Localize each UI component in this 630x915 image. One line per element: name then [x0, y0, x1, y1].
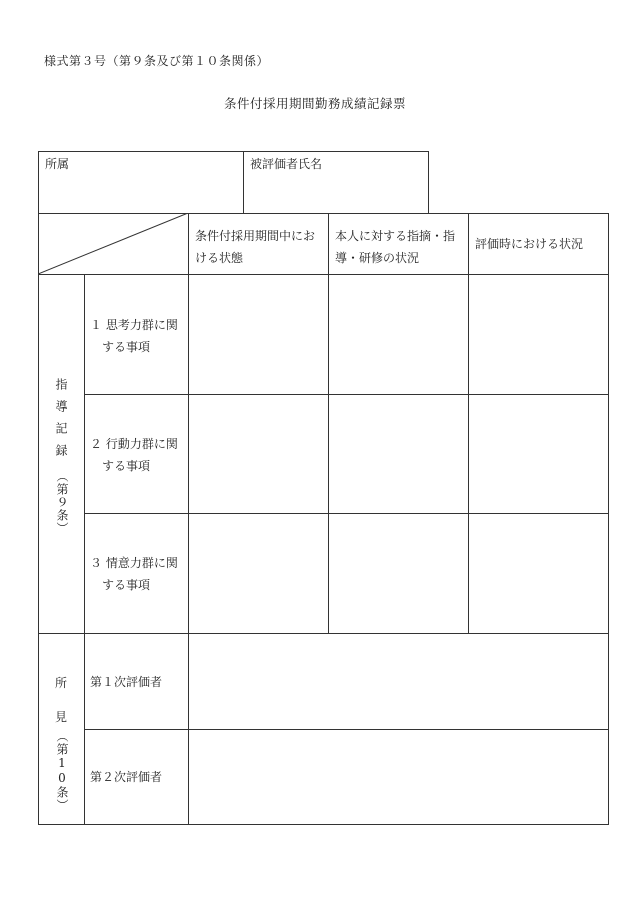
- guidance-row-2-label: ２ 行動力群に関 する事項: [90, 437, 178, 473]
- form-number: 様式第３号（第９条及び第１０条関係）: [44, 54, 270, 68]
- section-label-divider: [84, 274, 85, 825]
- guidance-row-3-evaluation-cell[interactable]: [469, 514, 608, 633]
- affiliation-field[interactable]: [39, 152, 242, 212]
- header-right-border: [428, 151, 429, 213]
- table-left-border: [38, 213, 39, 825]
- second-evaluator-findings-cell[interactable]: [189, 730, 608, 824]
- guidance-row-1-label: １ 思考力群に関 する事項: [90, 318, 178, 354]
- guidance-row-1-evaluation-cell[interactable]: [469, 275, 608, 394]
- guidance-row-1-instruction-cell[interactable]: [329, 275, 468, 394]
- guidance-row-2-evaluation-cell[interactable]: [469, 395, 608, 513]
- second-evaluator-label: 第２次評価者: [90, 770, 163, 784]
- affiliation-label: 所属: [45, 157, 70, 171]
- table-bottom-border: [38, 824, 608, 825]
- guidance-row-2-instruction-cell[interactable]: [329, 395, 468, 513]
- column-header-1: 条件付採用期間中にお ける状態: [195, 229, 316, 265]
- column-header-2: 本人に対する指摘・指 導・研修の状況: [335, 229, 456, 265]
- evaluatee-name-label: 被評価者氏名: [250, 157, 323, 171]
- column-header-3: 評価時における状況: [475, 237, 584, 251]
- findings-label-bottom: 見: [55, 710, 68, 724]
- guidance-row-3-instruction-cell[interactable]: [329, 514, 468, 633]
- corner-diagonal: [38, 213, 189, 275]
- guidance-row-2-state-cell[interactable]: [189, 395, 328, 513]
- guidance-row-3-label: ３ 情意力群に関 する事項: [90, 556, 178, 592]
- first-evaluator-findings-cell[interactable]: [189, 634, 608, 729]
- guidance-row-1-state-cell[interactable]: [189, 275, 328, 394]
- document-title: 条件付採用期間勤務成績記録票: [223, 96, 406, 111]
- findings-label-top: 所: [55, 676, 68, 690]
- table-right-border: [608, 213, 609, 825]
- guidance-section-label: 指導記録: [54, 378, 68, 466]
- first-evaluator-label: 第１次評価者: [90, 675, 163, 689]
- guidance-row-3-state-cell[interactable]: [189, 514, 328, 633]
- findings-section-article: （第10条）: [55, 730, 69, 812]
- guidance-section-article: （第９条）: [55, 470, 69, 535]
